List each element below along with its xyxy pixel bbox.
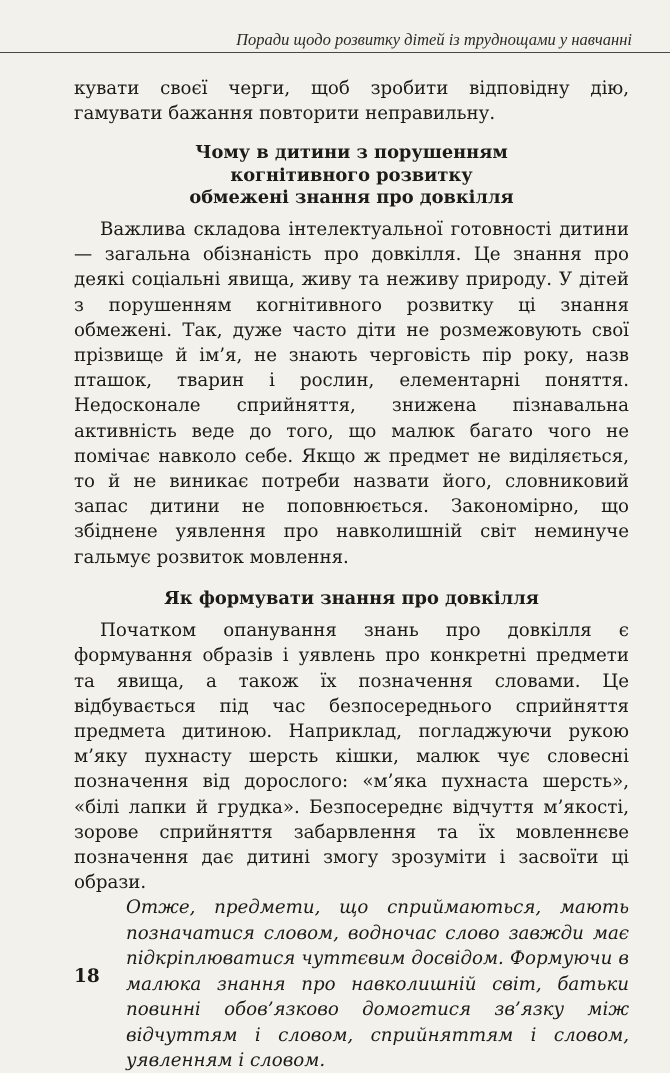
italic-conclusion: Отже, предмети, що сприймаються, мають позначатися словом, водночас слово завжди має підкріплюватися чуттєвим досвідом. Формуючи в малюка знання про навколишній світ, батьки повинні обов’язково домогтися зв’язку між відчуттям і словом, сприйняттям і словом, уявленням і словом. xyxy=(126,897,629,1071)
page-body xyxy=(74,76,629,1073)
page-number: 18 xyxy=(74,966,100,987)
section-heading-how: Як формувати знання про довкілля xyxy=(164,587,539,609)
header-rule xyxy=(0,52,670,53)
paragraph-knowledge-limits: Важлива складова інтелектуальної готовності дитини — загальна обізнаність про довкілля. Це знання про деякі соціальні явища, живу та неживу природу. У дітей з порушенням когнітивного розвитку ці знання обмежені. Так, дуже часто діти не розмежовують свої прізвище й ім’я, не знають черговість пір року, назв пташок, тварин і рослин, елементарні поняття. Недосконале сприйняття, знижена пізнавальна активність веде до того, що малюк багато чого не помічає навколо себе. Якщо ж предмет не виділяється, то й не виникає потреби назвати його, словниковий запас дитини не поповнюється. Закономірно, що збіднене уявлення про навколишній світ неминуче гальмує розвиток мовлення. xyxy=(74,218,629,568)
heading-line: Чому в дитини з порушенням xyxy=(195,142,508,164)
section-heading-why xyxy=(74,142,629,210)
paragraph-forming-knowledge: Початком опанування знань про довкілля є формування образів і уявлень про конкретні предмети та явища, а також їх позначення словами. Це відбувається під час безпосереднього сприйняття предмета дитиною. Наприклад, погладжуючи рукою м’яку пухнасту шерсть кішки, малюк чує словесні позначення від дорослого: «м’яка пухнаста шерсть», «білі лапки й грудка». Безпосереднє відчуття м’якості, зорове сприйняття забарвлення та їх мовленнєве позначення дає дитині змогу зрозуміти і засвоїти ці образи. xyxy=(74,620,629,894)
heading-line: когнітивного розвитку xyxy=(230,164,473,186)
heading-line: обмежені знання про довкілля xyxy=(189,187,514,209)
running-head: Поради щодо розвитку дітей із труднощами у навчанні xyxy=(236,30,632,49)
opening-paragraph: кувати своєї черги, щоб зробити відповідну дію, гамувати бажання повторити неправильну. xyxy=(74,78,629,125)
